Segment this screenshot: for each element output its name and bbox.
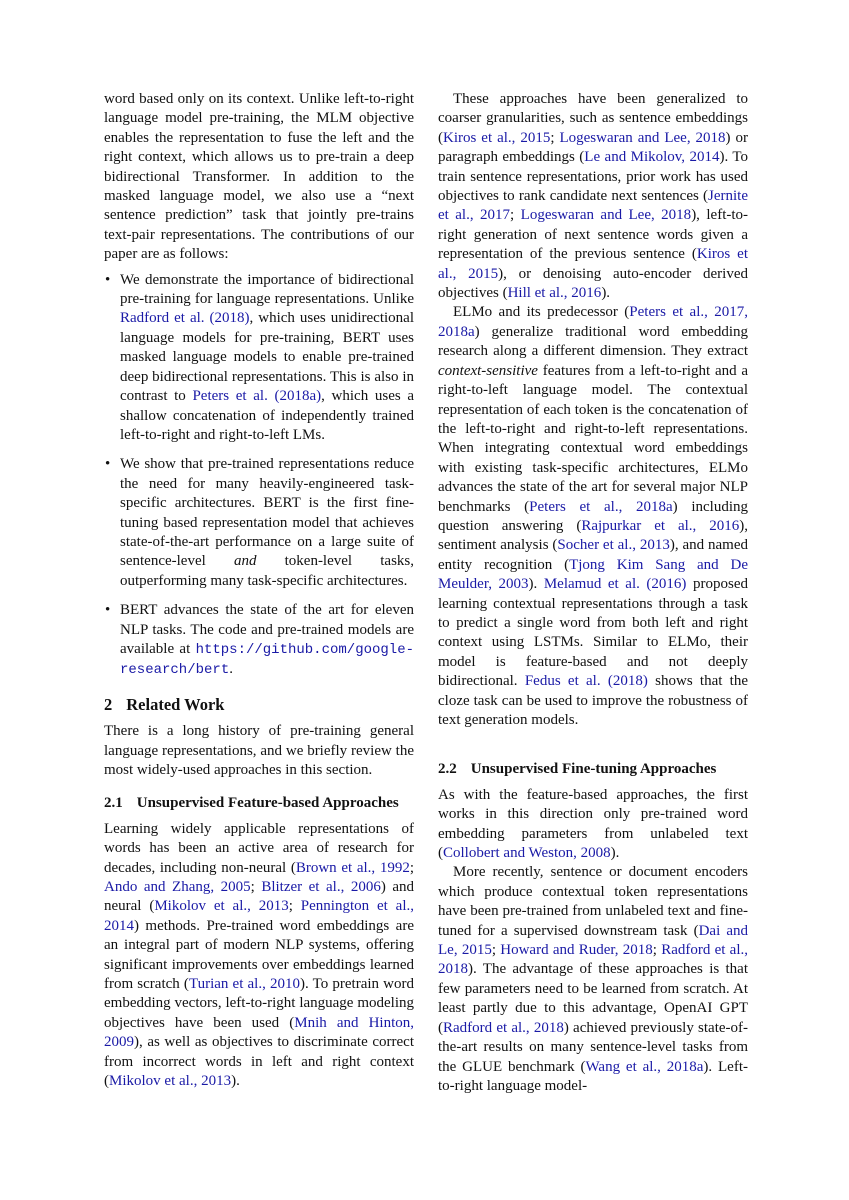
contributions-list bbox=[104, 271, 414, 681]
citation-link[interactable]: Howard and Ruder, 2018 bbox=[500, 942, 653, 959]
emphasis-text: context-sensitive bbox=[438, 362, 538, 379]
feature-based-paragraph: Learning widely applicable representations of words has been an active area of research for decades, including non-neural (Brown et al., 1992; Ando and Zhang, 2005; Blitzer et al., 2006) and neural (Mikolov et al., 2013; Pennington et al., 2014) methods. Pre-trained word embeddings are an integral part of modern NLP systems, offering significant improvements over embeddings learned from scratch (Turian et al., 2010). To pretrain word embedding vectors, left-to-right language modeling objectives have been used (Mnih and Hinton, 2009), as well as objectives to discriminate correct from incorrect words in left and right context (Mikolov et al., 2013). bbox=[104, 820, 415, 1090]
fine-tuning-paragraph-2: More recently, sentence or document encoders which produce contextual token representations have been pre-trained from unlabeled text and fine-tuned for a supervised downstream task (Dai and Le, 2015; Howard and Ruder, 2018; Radford et al., 2018). The advantage of these approaches is that few parameters need to be learned from scratch. At least partly due to this advantage, OpenAI GPT (Radford et al., 2018) achieved previously state-of-the-art results on many sentence-level tasks from the GLUE benchmark (Wang et al., 2018a). Left-to-right language model- bbox=[438, 864, 748, 1094]
citation-link[interactable]: Socher et al., 2013 bbox=[557, 537, 670, 554]
citation-link[interactable]: Mnih and Hinton, 2009 bbox=[104, 1014, 414, 1051]
citation-link[interactable]: Logeswaran and Lee, 2018 bbox=[559, 129, 726, 146]
citation-link[interactable]: Peters et al. (2018a) bbox=[192, 388, 322, 405]
citation-link[interactable]: Tjong Kim Sang and De Meulder, 2003 bbox=[438, 556, 748, 593]
citation-link[interactable]: Collobert and Weston, 2008 bbox=[443, 845, 611, 862]
citation-link[interactable]: Le and Mikolov, 2014 bbox=[584, 149, 720, 166]
citation-link[interactable]: Turian et al., 2010 bbox=[188, 976, 300, 993]
section-spacer bbox=[438, 730, 748, 748]
citation-link[interactable]: Peters et al., 2018a bbox=[529, 498, 673, 515]
citation-link[interactable]: Pennington et al., 2014 bbox=[104, 898, 414, 934]
citation-link[interactable]: Peters et al., 2017, 2018a bbox=[438, 304, 748, 340]
citation-link[interactable]: Mikolov et al., 2013 bbox=[154, 898, 289, 915]
citation-link[interactable]: Jernite et al., 2017 bbox=[438, 188, 748, 224]
contribution-item-state-of-art: • BERT advances the state of the art for eleven NLP tasks. The code and pre-trained models are available at https://github.com/google-research/bert. bbox=[104, 601, 414, 681]
citation-link[interactable]: Fedus et al. (2018) bbox=[524, 673, 648, 690]
related-work-paragraph: There is a long history of pre-training general language representations, and we briefly review the most widely-used approaches in this section. bbox=[104, 723, 414, 778]
citation-link[interactable]: Hill et al., 2016 bbox=[507, 285, 602, 302]
citation-link[interactable]: Ando and Zhang, 2005 bbox=[104, 879, 251, 896]
citation-link[interactable]: Brown et al., 1992 bbox=[295, 859, 410, 876]
citation-link[interactable]: Blitzer et al., 2006 bbox=[261, 879, 381, 896]
generalization-paragraph: These approaches have been generalized to coarser granularities, such as sentence embeddings (Kiros et al., 2015; Logeswaran and Lee, 2018) or paragraph embeddings (Le and Mikolov, 2014). To train sentence representations, prior work has used objectives to rank candidate next sentences (Jernite et al., 2017; Logeswaran and Lee, 2018), left-to-right generation of next sentence words given a representation of the previous sentence (Kiros et al., 2015), or denoising auto-encoder derived objectives (Hill et al., 2016). bbox=[438, 91, 749, 302]
left-column bbox=[104, 90, 414, 1092]
citation-link[interactable]: Kiros et al., 2015 bbox=[443, 129, 551, 146]
contribution-item-bidirectional: • We demonstrate the importance of bidirectional pre-training for language representations. Unlike Radford et al. (2018), which uses unidirectional language models for pre-training, BERT uses masked language models to enable pre-trained deep bidirectional representations. This is also in contrast to Peters et al. (2018a), which uses a shallow concatenation of independently trained left-to-right and right-to-left LMs. bbox=[104, 271, 414, 446]
citation-link[interactable]: Rajpurkar et al., 2016 bbox=[581, 517, 740, 534]
citation-link[interactable]: Melamud et al. (2016) bbox=[543, 576, 687, 593]
subsection-heading-feature-based: 2.1 Unsupervised Feature-based Approaches bbox=[104, 795, 399, 812]
citation-link[interactable]: Mikolov et al., 2013 bbox=[109, 1073, 232, 1090]
emphasis-text: and bbox=[233, 553, 257, 570]
citation-link[interactable]: Wang et al., 2018a bbox=[585, 1058, 704, 1075]
intro-paragraph: word based only on its context. Unlike left-to-right language model pre-training, the MLM objective enables the representation to fuse the left and the right context, which allows us to pre-train a deep bidirectional Transformer. In addition to the masked language model, we also use a “next sentence prediction” task that jointly pre-trains text-pair representations. The contributions of our paper are as follows: bbox=[104, 91, 414, 263]
citation-link[interactable]: Radford et al., 2018 bbox=[443, 1019, 564, 1036]
code-url-link[interactable]: https://github.com/google-research/bert bbox=[120, 641, 414, 679]
contribution-item-reduce-engineering: • We show that pre-trained representations reduce the need for many heavily-engineered task-specific architectures. BERT is the first fine-tuning based representation model that achieves state-of-the-art performance on a large suite of sentence-level and token-level tasks, outperforming many task-specific architectures. bbox=[104, 455, 414, 591]
elmo-paragraph: ELMo and its predecessor (Peters et al., 2017, 2018a) generalize traditional word embedding research along a different dimension. They extract context-sensitive features from a left-to-right and a right-to-left language model. The contextual representation of each token is the concatenation of the left-to-right and right-to-left representations. When integrating contextual word embeddings with existing task-specific architectures, ELMo advances the state of the art for several major NLP benchmarks (Peters et al., 2018a) including question answering (Rajpurkar et al., 2016), sentiment analysis (Socher et al., 2013), and named entity recognition (Tjong Kim Sang and De Meulder, 2003). Melamud et al. (2016) proposed learning contextual representations through a task to predict a single word from both left and right context using LSTMs. Similar to ELMo, their model is feature-based and not deeply bidirectional. Fedus et al. (2018) shows that the cloze task can be used to improve the robustness of text generation models. bbox=[438, 304, 749, 728]
citation-link[interactable]: Kiros et al., 2015 bbox=[438, 246, 748, 282]
section-heading-related-work: 2 Related Work bbox=[104, 694, 225, 714]
fine-tuning-paragraph-1: As with the feature-based approaches, the first works in this direction only pre-trained word embedding parameters from unlabeled text (Collobert and Weston, 2008). bbox=[438, 786, 748, 862]
citation-link[interactable]: Dai and Le, 2015 bbox=[438, 922, 748, 959]
right-column bbox=[438, 90, 748, 1096]
citation-link[interactable]: Radford et al., 2018 bbox=[438, 942, 748, 978]
citation-link[interactable]: Logeswaran and Lee, 2018 bbox=[520, 207, 692, 224]
subsection-heading-fine-tuning: 2.2 Unsupervised Fine-tuning Approaches bbox=[438, 761, 717, 778]
citation-link[interactable]: Radford et al. (2018) bbox=[120, 310, 250, 327]
